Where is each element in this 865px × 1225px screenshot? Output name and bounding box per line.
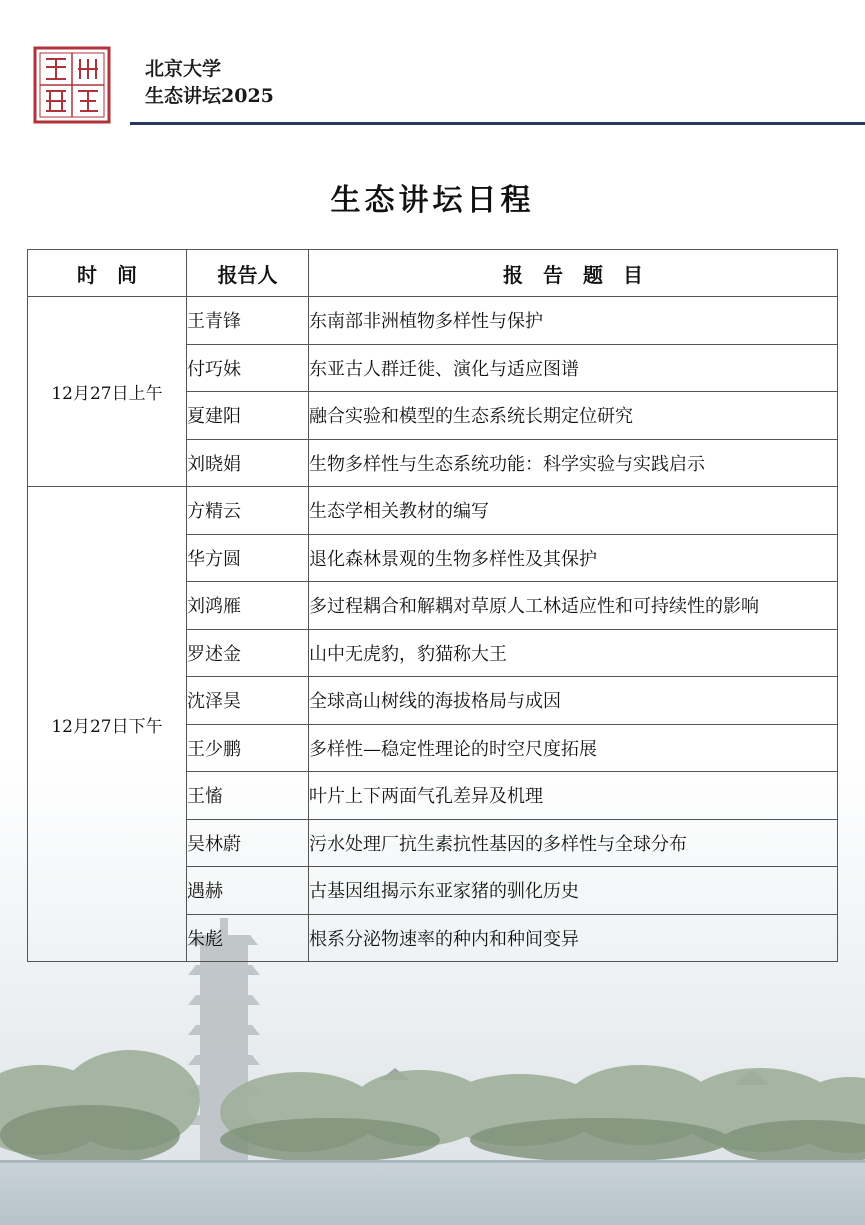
topic-cell: 山中无虎豹，豹猫称大王 <box>309 629 838 677</box>
forum-name: 生态讲坛2025 <box>145 85 274 107</box>
speaker-cell: 遇赫 <box>187 867 309 915</box>
table-row <box>28 487 838 535</box>
topic-cell: 全球高山树线的海拔格局与成因 <box>309 677 838 725</box>
lake <box>0 1160 865 1225</box>
seal-logo <box>32 45 112 125</box>
speaker-cell: 沈泽昊 <box>187 677 309 725</box>
speaker-cell: 刘晓娟 <box>187 439 309 487</box>
speaker-cell: 付巧妹 <box>187 344 309 392</box>
topic-cell: 退化森林景观的生物多样性及其保护 <box>309 534 838 582</box>
table-row <box>28 297 838 345</box>
page-title: 生态讲坛日程 <box>330 183 535 218</box>
topic-cell: 多过程耦合和解耦对草原人工林适应性和可持续性的影响 <box>309 582 838 630</box>
topic-cell: 融合实验和模型的生态系统长期定位研究 <box>309 392 838 440</box>
header-topic: 报 告 题 目 <box>309 250 838 297</box>
speaker-cell: 吴林蔚 <box>187 819 309 867</box>
session-time-morning: 12月27日上午 <box>28 297 187 487</box>
speaker-cell: 刘鸿雁 <box>187 582 309 630</box>
speaker-cell: 罗述金 <box>187 629 309 677</box>
schedule-table <box>27 249 838 962</box>
topic-cell: 根系分泌物速率的种内和种间变异 <box>309 914 838 962</box>
topic-cell: 叶片上下两面气孔差异及机理 <box>309 772 838 820</box>
header-text <box>145 56 274 110</box>
topic-cell: 多样性—稳定性理论的时空尺度拓展 <box>309 724 838 772</box>
org-name: 北京大学 <box>145 58 222 80</box>
speaker-cell: 夏建阳 <box>187 392 309 440</box>
header-rule <box>130 122 865 125</box>
speaker-cell: 王少鹏 <box>187 724 309 772</box>
table-header-row <box>28 250 838 297</box>
speaker-cell: 王慉 <box>187 772 309 820</box>
topic-cell: 东亚古人群迁徙、演化与适应图谱 <box>309 344 838 392</box>
topic-cell: 生态学相关教材的编写 <box>309 487 838 535</box>
topic-cell: 生物多样性与生态系统功能：科学实验与实践启示 <box>309 439 838 487</box>
speaker-cell: 朱彪 <box>187 914 309 962</box>
topic-cell: 古基因组揭示东亚家猪的驯化历史 <box>309 867 838 915</box>
header-time: 时 间 <box>28 250 187 297</box>
speaker-cell: 华方圆 <box>187 534 309 582</box>
header-speaker: 报告人 <box>187 250 309 297</box>
topic-cell: 东南部非洲植物多样性与保护 <box>309 297 838 345</box>
topic-cell: 污水处理厂抗生素抗性基因的多样性与全球分布 <box>309 819 838 867</box>
speaker-cell: 方精云 <box>187 487 309 535</box>
speaker-cell: 王青锋 <box>187 297 309 345</box>
session-time-afternoon: 12月27日下午 <box>28 487 187 962</box>
